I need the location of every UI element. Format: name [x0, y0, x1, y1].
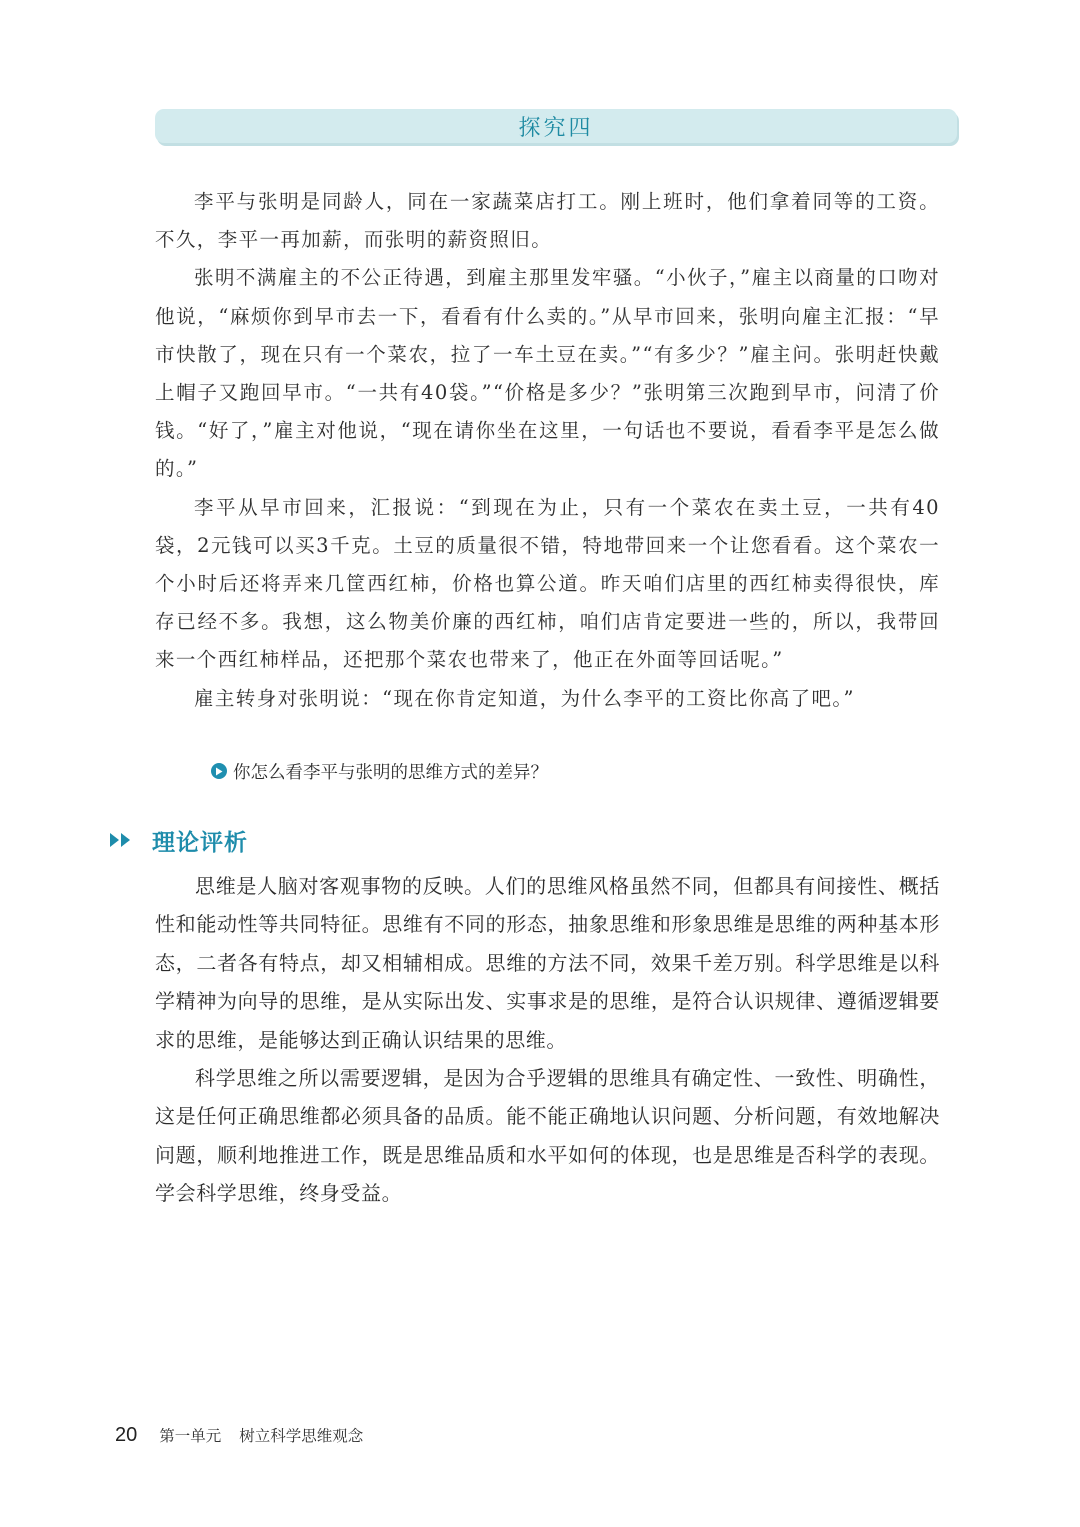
story-paragraph: 李平从早市回来，汇报说：“到现在为止，只有一个菜农在卖土豆，一共有40袋，2元钱可以买3千克。土豆的质量很不错，特地带回来一个让您看看。这个菜农一个小时后还将弄来几筐西红柿，价格也算公道。昨天咱们店里的西红柿卖得很快，库存已经不多。我想，这么物美价廉的西红柿，咱们店肯定要进一些的，所以，我带回来一个西红柿样品，还把那个菜农也带来了，他正在外面等回话呢。”	[155, 495, 940, 672]
theory-paragraph: 思维是人脑对客观事物的反映。人们的思维风格虽然不同，但都具有间接性、概括性和能动性等共同特征。思维有不同的形态，抽象思维和形象思维是思维的两种基本形态，二者各有特点，却又相辅相成。思维的方法不同，效果千差万别。科学思维是以科学精神为向导的思维，是从实际出发、实事求是的思维，是符合认识规律、遵循逻辑要求的思维，是能够达到正确认识结果的思维。	[155, 874, 940, 1052]
play-circle-icon	[211, 763, 227, 779]
page-footer	[115, 1424, 363, 1456]
theory-paragraph: 科学思维之所以需要逻辑，是因为合乎逻辑的思维具有确定性、一致性、明确性，这是任何正确思维都必须具备的品质。能不能正确地认识问题、分析问题，有效地解决问题，顺利地推进工作，既是思维品质和水平如何的体现，也是思维是否科学的表现。学会科学思维，终身受益。	[155, 1066, 940, 1206]
question-text: 你怎么看李平与张明的思维方式的差异？	[233, 762, 548, 783]
story-text	[155, 183, 940, 718]
story-paragraph: 张明不满雇主的不公正待遇，到雇主那里发牢骚。“小伙子，”雇主以商量的口吻对他说，“麻烦你到早市去一下，看看有什么卖的。”从早市回来，张明向雇主汇报：“早市快散了，现在只有一个菜农，拉了一车土豆在卖。”“有多少？”雇主问。张明赶快戴上帽子又跑回早市。“一共有40袋。”“价格是多少？”张明第三次跑到早市，问清了价钱。“好了，”雇主对他说，“现在请你坐在这里，一句话也不要说，看看李平是怎么做的。”	[155, 266, 940, 481]
inquiry-banner	[155, 109, 957, 143]
double-arrow-icon	[108, 830, 138, 850]
banner-title: 探究四	[518, 115, 594, 141]
page-number: 20	[115, 1424, 138, 1446]
section-title: 理论评析	[152, 829, 248, 856]
discussion-question	[211, 757, 548, 785]
section-heading	[108, 822, 248, 858]
theory-text	[155, 867, 940, 1213]
unit-title: 树立科学思维观念	[239, 1427, 364, 1445]
story-paragraph: 雇主转身对张明说：“现在你肯定知道，为什么李平的工资比你高了吧。”	[194, 686, 855, 710]
unit-label: 第一单元	[159, 1427, 222, 1445]
story-paragraph: 李平与张明是同龄人，同在一家蔬菜店打工。刚上班时，他们拿着同等的工资。不久，李平一再加薪，而张明的薪资照旧。	[155, 190, 940, 252]
